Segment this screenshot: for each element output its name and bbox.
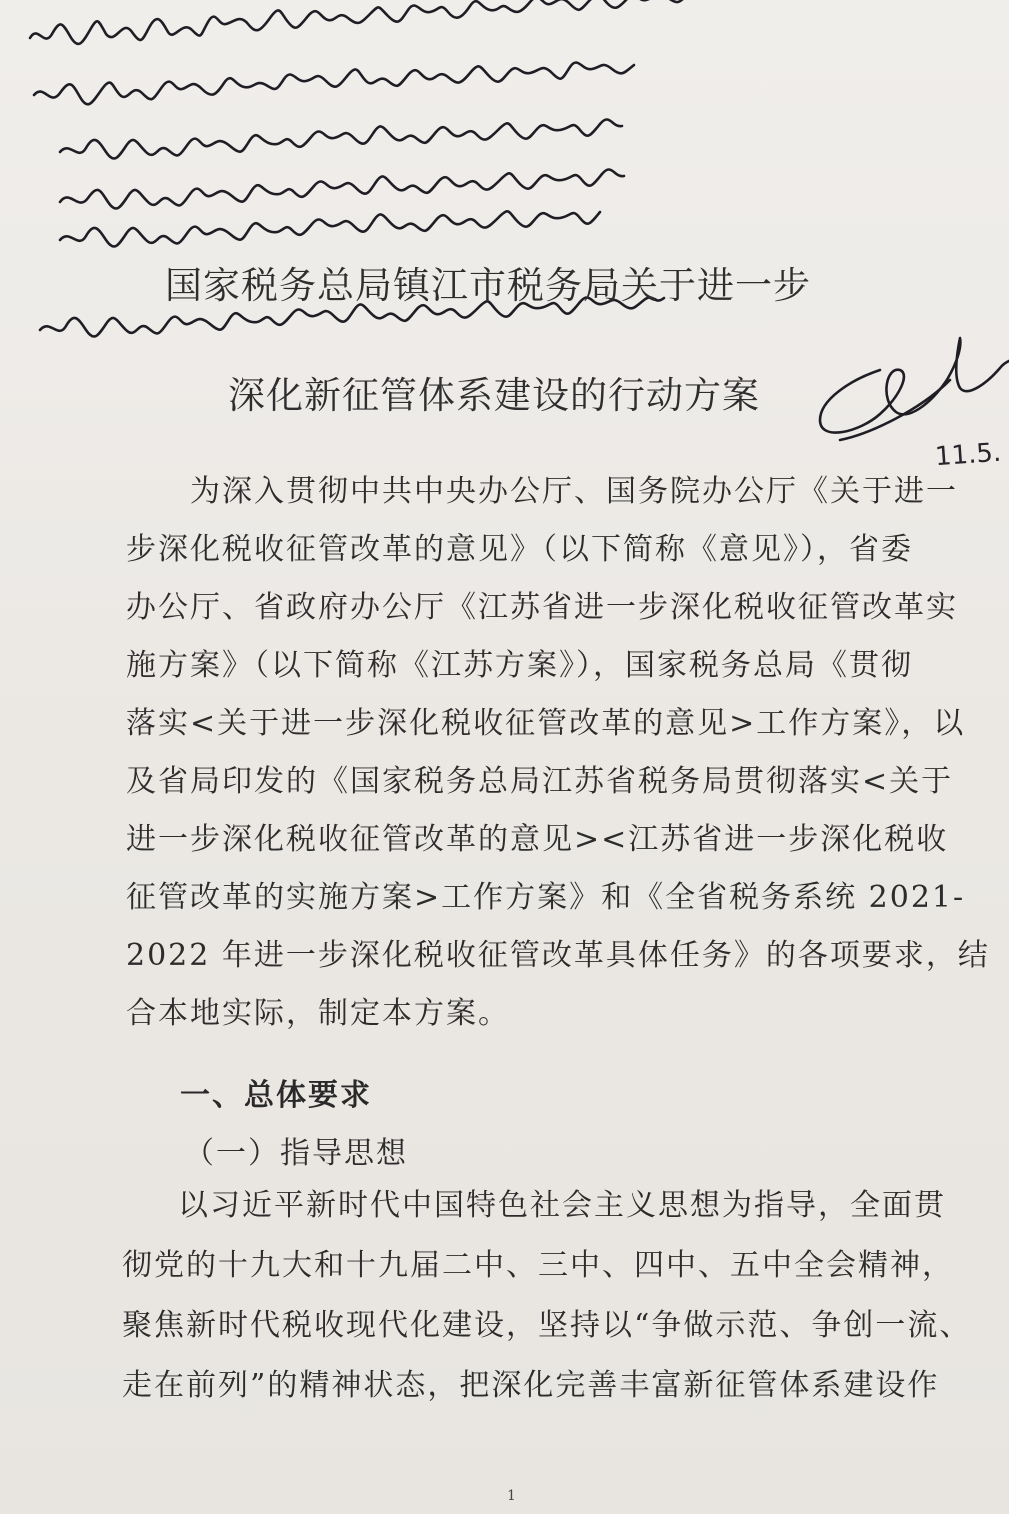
intro-line-1: 为深入贯彻中共中央办公厅、国务院办公厅《关于进一 — [190, 474, 958, 509]
document-title-line-2: 深化新征管体系建设的行动方案 — [228, 374, 760, 417]
page-number: 1 — [507, 1488, 516, 1504]
intro-line-5: 落实<关于进一步深化税收征管改革的意见>工作方案》，以 — [126, 706, 966, 741]
body-line-1: 以习近平新时代中国特色社会主义思想为指导，全面贯 — [178, 1188, 946, 1223]
intro-line-4: 施方案》（以下简称《江苏方案》），国家税务总局《贯彻 — [126, 648, 913, 683]
body-line-3: 聚焦新时代税收现代化建设，坚持以“争做示范、争创一流、 — [122, 1308, 972, 1343]
subsection-heading: （一）指导思想 — [184, 1136, 408, 1171]
section-heading: 一、总体要求 — [180, 1078, 372, 1113]
intro-line-7: 进一步深化税收征管改革的意见><江苏省进一步深化税收 — [126, 822, 949, 857]
body-line-2: 彻党的十九大和十九届二中、三中、四中、五中全会精神， — [122, 1248, 954, 1283]
intro-line-9: 2022 年进一步深化税收征管改革具体任务》的各项要求，结 — [126, 938, 990, 973]
intro-line-2: 步深化税收征管改革的意见》（以下简称《意见》），省委 — [126, 532, 913, 567]
document-title-line-1: 国家税务总局镇江市税务局关于进一步 — [165, 264, 811, 307]
handwritten-date: 11.5. — [934, 437, 1003, 473]
intro-line-6: 及省局印发的《国家税务总局江苏省税务局贯彻落实<关于 — [126, 764, 954, 799]
intro-line-8: 征管改革的实施方案>工作方案》和《全省税务系统 2021- — [126, 880, 966, 915]
body-line-4: 走在前列”的精神状态，把深化完善丰富新征管体系建设作 — [122, 1368, 940, 1403]
intro-line-3: 办公厅、省政府办公厅《江苏省进一步深化税收征管改革实 — [126, 590, 958, 625]
intro-line-10: 合本地实际，制定本方案。 — [126, 996, 510, 1031]
